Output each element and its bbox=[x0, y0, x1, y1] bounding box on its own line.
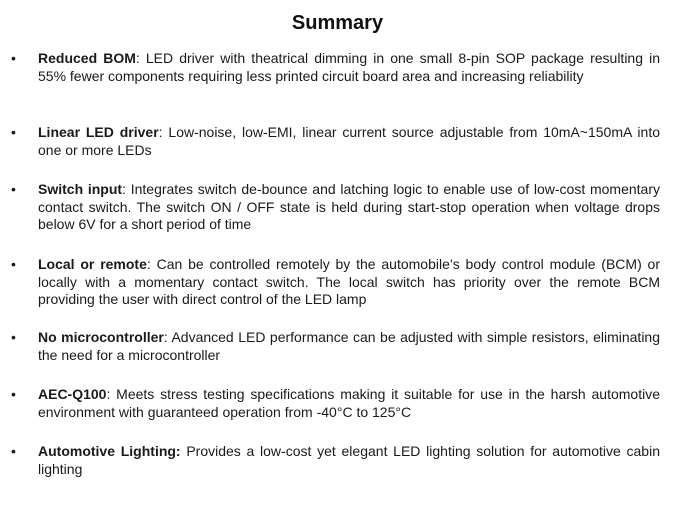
list-item-text bbox=[38, 181, 660, 234]
list-item-text bbox=[38, 329, 660, 364]
bullet-icon: • bbox=[11, 443, 16, 459]
bullet-icon: • bbox=[11, 256, 16, 272]
list-item-term: Automotive Lighting: bbox=[38, 443, 181, 459]
list-item-description: Provides a low-cost yet elegant LED lighting solution for automotive cabin lighting bbox=[38, 443, 660, 477]
list-item-term: Switch input bbox=[38, 181, 123, 197]
list-item-text bbox=[38, 443, 660, 478]
page-title: Summary bbox=[291, 12, 384, 34]
bullet-icon: • bbox=[11, 50, 16, 66]
list-item-text bbox=[38, 386, 660, 421]
list-item-term: Linear LED driver bbox=[38, 124, 159, 140]
list-item-description: : Integrates switch de-bounce and latching logic to enable use of low-cost momentary contact switch. The switch ON / OFF state is held during start-stop operation when voltage drops below 6V for a short period of time bbox=[38, 181, 661, 232]
bullet-icon: • bbox=[11, 181, 16, 197]
list-item-term: Reduced BOM bbox=[38, 50, 136, 66]
list-item-term: AEC-Q100 bbox=[38, 386, 107, 402]
list-item-description: : Advanced LED performance can be adjusted with simple resistors, eliminating the need for a microcontroller bbox=[38, 329, 660, 363]
list-item-description: : Can be controlled remotely by the automobile’s body control module (BCM) or locally with a momentary contact switch. The local switch has priority over the remote BCM providing the user with direct control of the LED lamp bbox=[38, 256, 660, 307]
list-item-text bbox=[38, 256, 660, 309]
bullet-icon: • bbox=[11, 386, 16, 402]
list-item-description: : Meets stress testing specifications making it suitable for use in the harsh automotive environment with guaranteed operation from -40°C to 125°C bbox=[38, 386, 660, 420]
list-item-text bbox=[38, 124, 660, 159]
bullet-icon: • bbox=[11, 329, 16, 345]
list-item-term: No microcontroller bbox=[38, 329, 164, 345]
list-item-description: : Low-noise, low-EMI, linear current source adjustable from 10mA~150mA into one or more LEDs bbox=[38, 124, 661, 158]
list-item-text bbox=[38, 50, 660, 85]
list-item-description: : LED driver with theatrical dimming in one small 8-pin SOP package resulting in 55% fewer components requiring less printed circuit board area and increasing reliability bbox=[38, 50, 660, 84]
bullet-icon: • bbox=[11, 124, 16, 140]
list-item-term: Local or remote bbox=[38, 256, 147, 272]
